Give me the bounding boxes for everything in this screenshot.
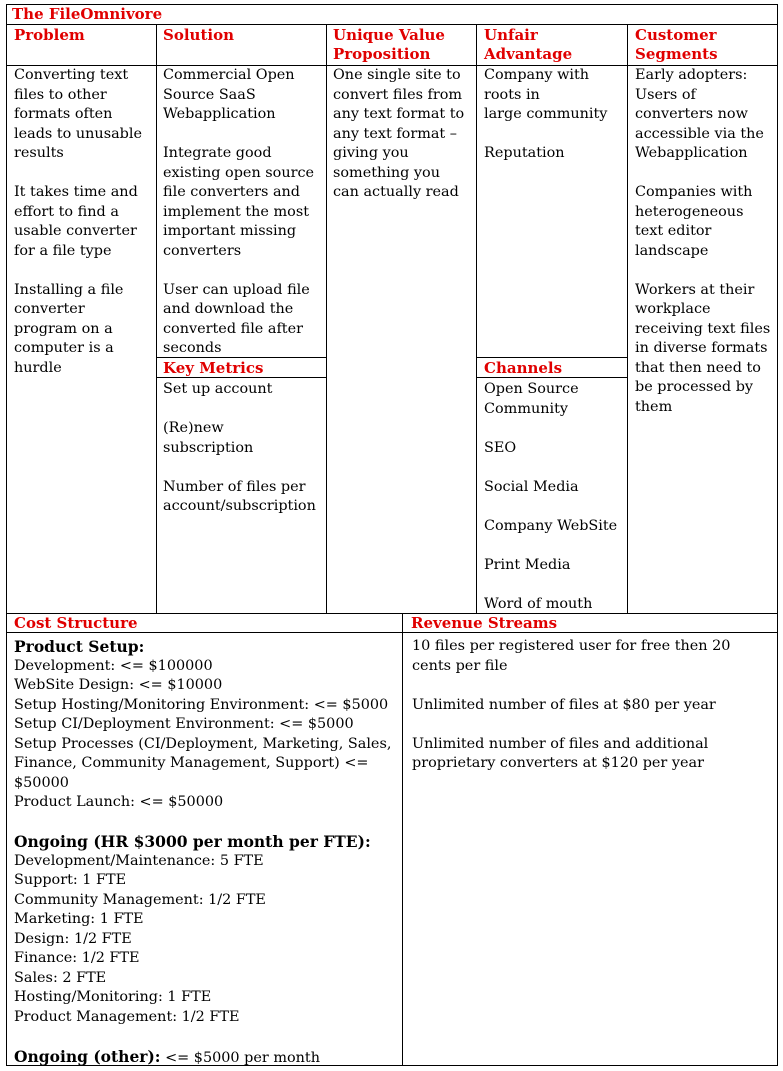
cost-item: Support: 1 FTE (14, 872, 127, 888)
cost-item: Setup Hosting/Monitoring Environment: <= $5000 (14, 696, 389, 713)
channels-header: Channels (484, 359, 563, 377)
grid-line (402, 613, 403, 1066)
cost-structure-header: Cost Structure (14, 614, 138, 632)
grid-line (326, 24, 327, 614)
customer-segments-header: Customer Segments (635, 26, 718, 63)
cost-item: Setup Processes (CI/Deployment, Marketing, Sales, Finance, Community Management, Support) <= $50000 (14, 735, 392, 791)
problem-header: Problem (14, 26, 85, 44)
customer-segment-item: Companies with heterogeneous text editor landscape (635, 184, 753, 259)
channel-item: Social Media (484, 478, 579, 495)
solution-item: User can upload file and download the converted file after seconds (163, 281, 310, 356)
grid-line (156, 24, 157, 614)
grid-line (6, 24, 778, 25)
cost-item: Design: 1/2 FTE (14, 930, 132, 947)
grid-line (627, 24, 628, 614)
solution-header: Solution (163, 26, 234, 44)
ongoing-other-title: Ongoing (other): (14, 1046, 161, 1066)
uvp-body (333, 66, 475, 203)
customer-segment-item: Workers at their workplace receiving text files in diverse formats that then need to be processed by them (635, 281, 771, 415)
cost-item: Product Management: 1/2 FTE (14, 1008, 240, 1025)
cost-item: Development: <= $100000 (14, 657, 213, 674)
cost-item: Sales: 2 FTE (14, 969, 107, 986)
uvp-header: Unique Value Proposition (333, 26, 445, 63)
channel-item: Company WebSite (484, 517, 618, 534)
channel-item: Word of mouth (484, 595, 593, 612)
unfair-advantage-body (484, 66, 626, 164)
cost-item: Product Launch: <= $50000 (14, 794, 224, 810)
ongoing-hr-title: Ongoing (HR $3000 per month per FTE): (14, 832, 371, 851)
key-metrics-header: Key Metrics (163, 359, 264, 377)
cost-item: Community Management: 1/2 FTE (14, 891, 266, 908)
ongoing-other-line (14, 1047, 399, 1069)
problem-item: Installing a file converter program on a computer is a hurdle (14, 281, 124, 376)
cost-item: WebSite Design: <= $10000 (14, 677, 223, 693)
channel-item: Open Source Community (484, 381, 579, 417)
revenue-streams-header: Revenue Streams (411, 614, 558, 632)
grid-line (476, 357, 627, 358)
cost-item: Development/Maintenance: 5 FTE (14, 852, 264, 869)
solution-item: Integrate good existing open source file converters and implement the most important missing converters (163, 145, 315, 259)
channel-item: Print Media (484, 556, 571, 573)
cost-item: Marketing: 1 FTE (14, 911, 144, 927)
document-title: The FileOmnivore (12, 5, 163, 23)
problem-item: Converting text files to other formats often leads to unusable results (14, 67, 142, 161)
cost-item: Hosting/Monitoring: 1 FTE (14, 989, 212, 1005)
grid-line (6, 4, 7, 1066)
key-metrics-body (163, 380, 325, 517)
channel-item: SEO (484, 439, 517, 456)
revenue-streams-body (412, 637, 772, 774)
problem-item: It takes time and effort to find a usable converter for a file type (14, 184, 138, 259)
grid-line (777, 4, 778, 1066)
lean-canvas (6, 4, 778, 1066)
cost-item: Setup CI/Deployment Environment: <= $5000 (14, 716, 354, 732)
unfair-advantage-item: Company with roots in large community (484, 67, 608, 122)
key-metric-item: Set up account (163, 381, 273, 397)
revenue-item: Unlimited number of files and additional proprietary converters at $120 per year (412, 735, 709, 771)
grid-line (476, 24, 477, 614)
unfair-advantage-header: Unfair Advantage (484, 26, 573, 63)
key-metric-item: Number of files per account/subscription (163, 478, 316, 514)
unfair-advantage-item: Reputation (484, 145, 565, 161)
ongoing-other-value: <= $5000 per month (160, 1049, 320, 1066)
problem-body (14, 66, 154, 378)
cost-structure-body (14, 637, 399, 1068)
cost-item: Finance: 1/2 FTE (14, 950, 140, 966)
product-setup-title: Product Setup: (14, 637, 145, 656)
channels-body (484, 380, 626, 614)
revenue-item: Unlimited number of files at $80 per year (412, 696, 716, 713)
revenue-item: 10 files per registered user for free then 20 cents per file (412, 638, 731, 674)
solution-item: Commercial Open Source SaaS Webapplication (163, 67, 295, 122)
customer-segment-item: Early adopters: Users of converters now accessible via the Webapplication (635, 67, 764, 161)
key-metric-item: (Re)new subscription (163, 420, 254, 456)
customer-segments-body (635, 66, 775, 417)
uvp-item: One single site to convert files from any text format to any text format – giving you something you can actually read (333, 67, 465, 200)
solution-body (163, 66, 325, 359)
